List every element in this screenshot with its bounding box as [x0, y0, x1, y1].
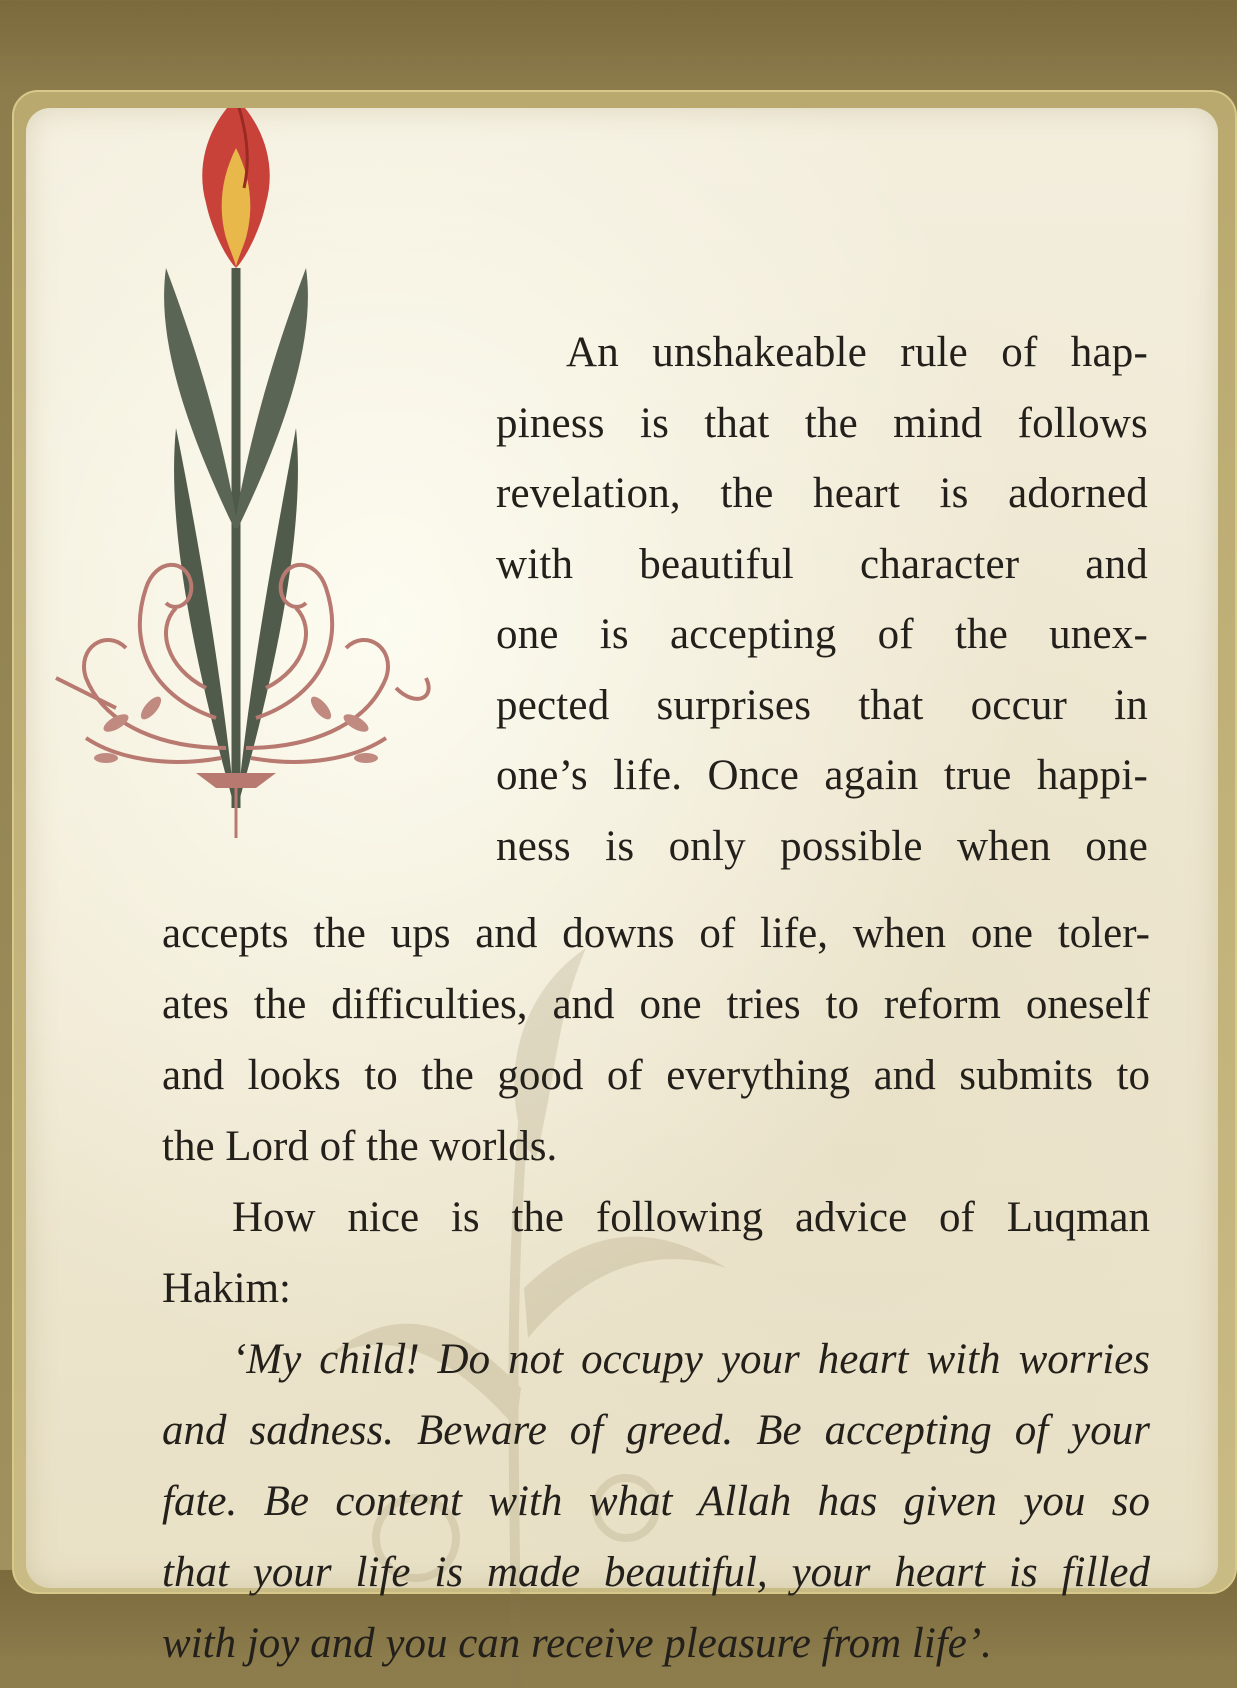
luqman-paragraph	[162, 1182, 1150, 1324]
text-line: pected surprises that occur in	[496, 681, 1148, 729]
quote-line: ‘My child! Do not occupy your heart with worries	[232, 1336, 1150, 1383]
text-line: ness is only possible when one	[496, 822, 1148, 870]
text-line: How nice is the following advice of Luqman	[232, 1194, 1150, 1241]
text-line: revelation, the heart is adorned	[496, 470, 1148, 517]
text-line: An unshakeable rule of hap-	[566, 329, 1148, 376]
text-line: Hakim:	[162, 1265, 291, 1312]
text-line: piness is that the mind follows	[496, 399, 1148, 447]
quote-line: and sadness. Beware of greed. Be accepting of your	[162, 1407, 1150, 1454]
tulip-ornament-icon	[46, 108, 446, 848]
intro-paragraph	[496, 318, 1148, 882]
text-line: the Lord of the worlds.	[162, 1123, 558, 1170]
quote-paragraph	[162, 1324, 1150, 1679]
text-line: accepts the ups and downs of life, when one toler-	[162, 910, 1150, 957]
quote-line: fate. Be content with what Allah has given you so	[162, 1478, 1150, 1525]
text-line: ates the difficulties, and one tries to reform oneself	[162, 981, 1150, 1028]
text-line: and looks to the good of everything and submits to	[162, 1052, 1150, 1099]
continued-paragraph	[162, 898, 1150, 1182]
body-text	[162, 898, 1150, 1679]
quote-line: with joy and you can receive pleasure from life’.	[162, 1620, 992, 1667]
page-panel	[26, 108, 1218, 1667]
quote-line: that your life is made beautiful, your heart is filled	[162, 1549, 1150, 1596]
text-line: one’s life. Once again true happi-	[496, 752, 1148, 799]
text-line: with beautiful character and	[496, 540, 1148, 588]
text-line: one is accepting of the unex-	[496, 611, 1148, 658]
